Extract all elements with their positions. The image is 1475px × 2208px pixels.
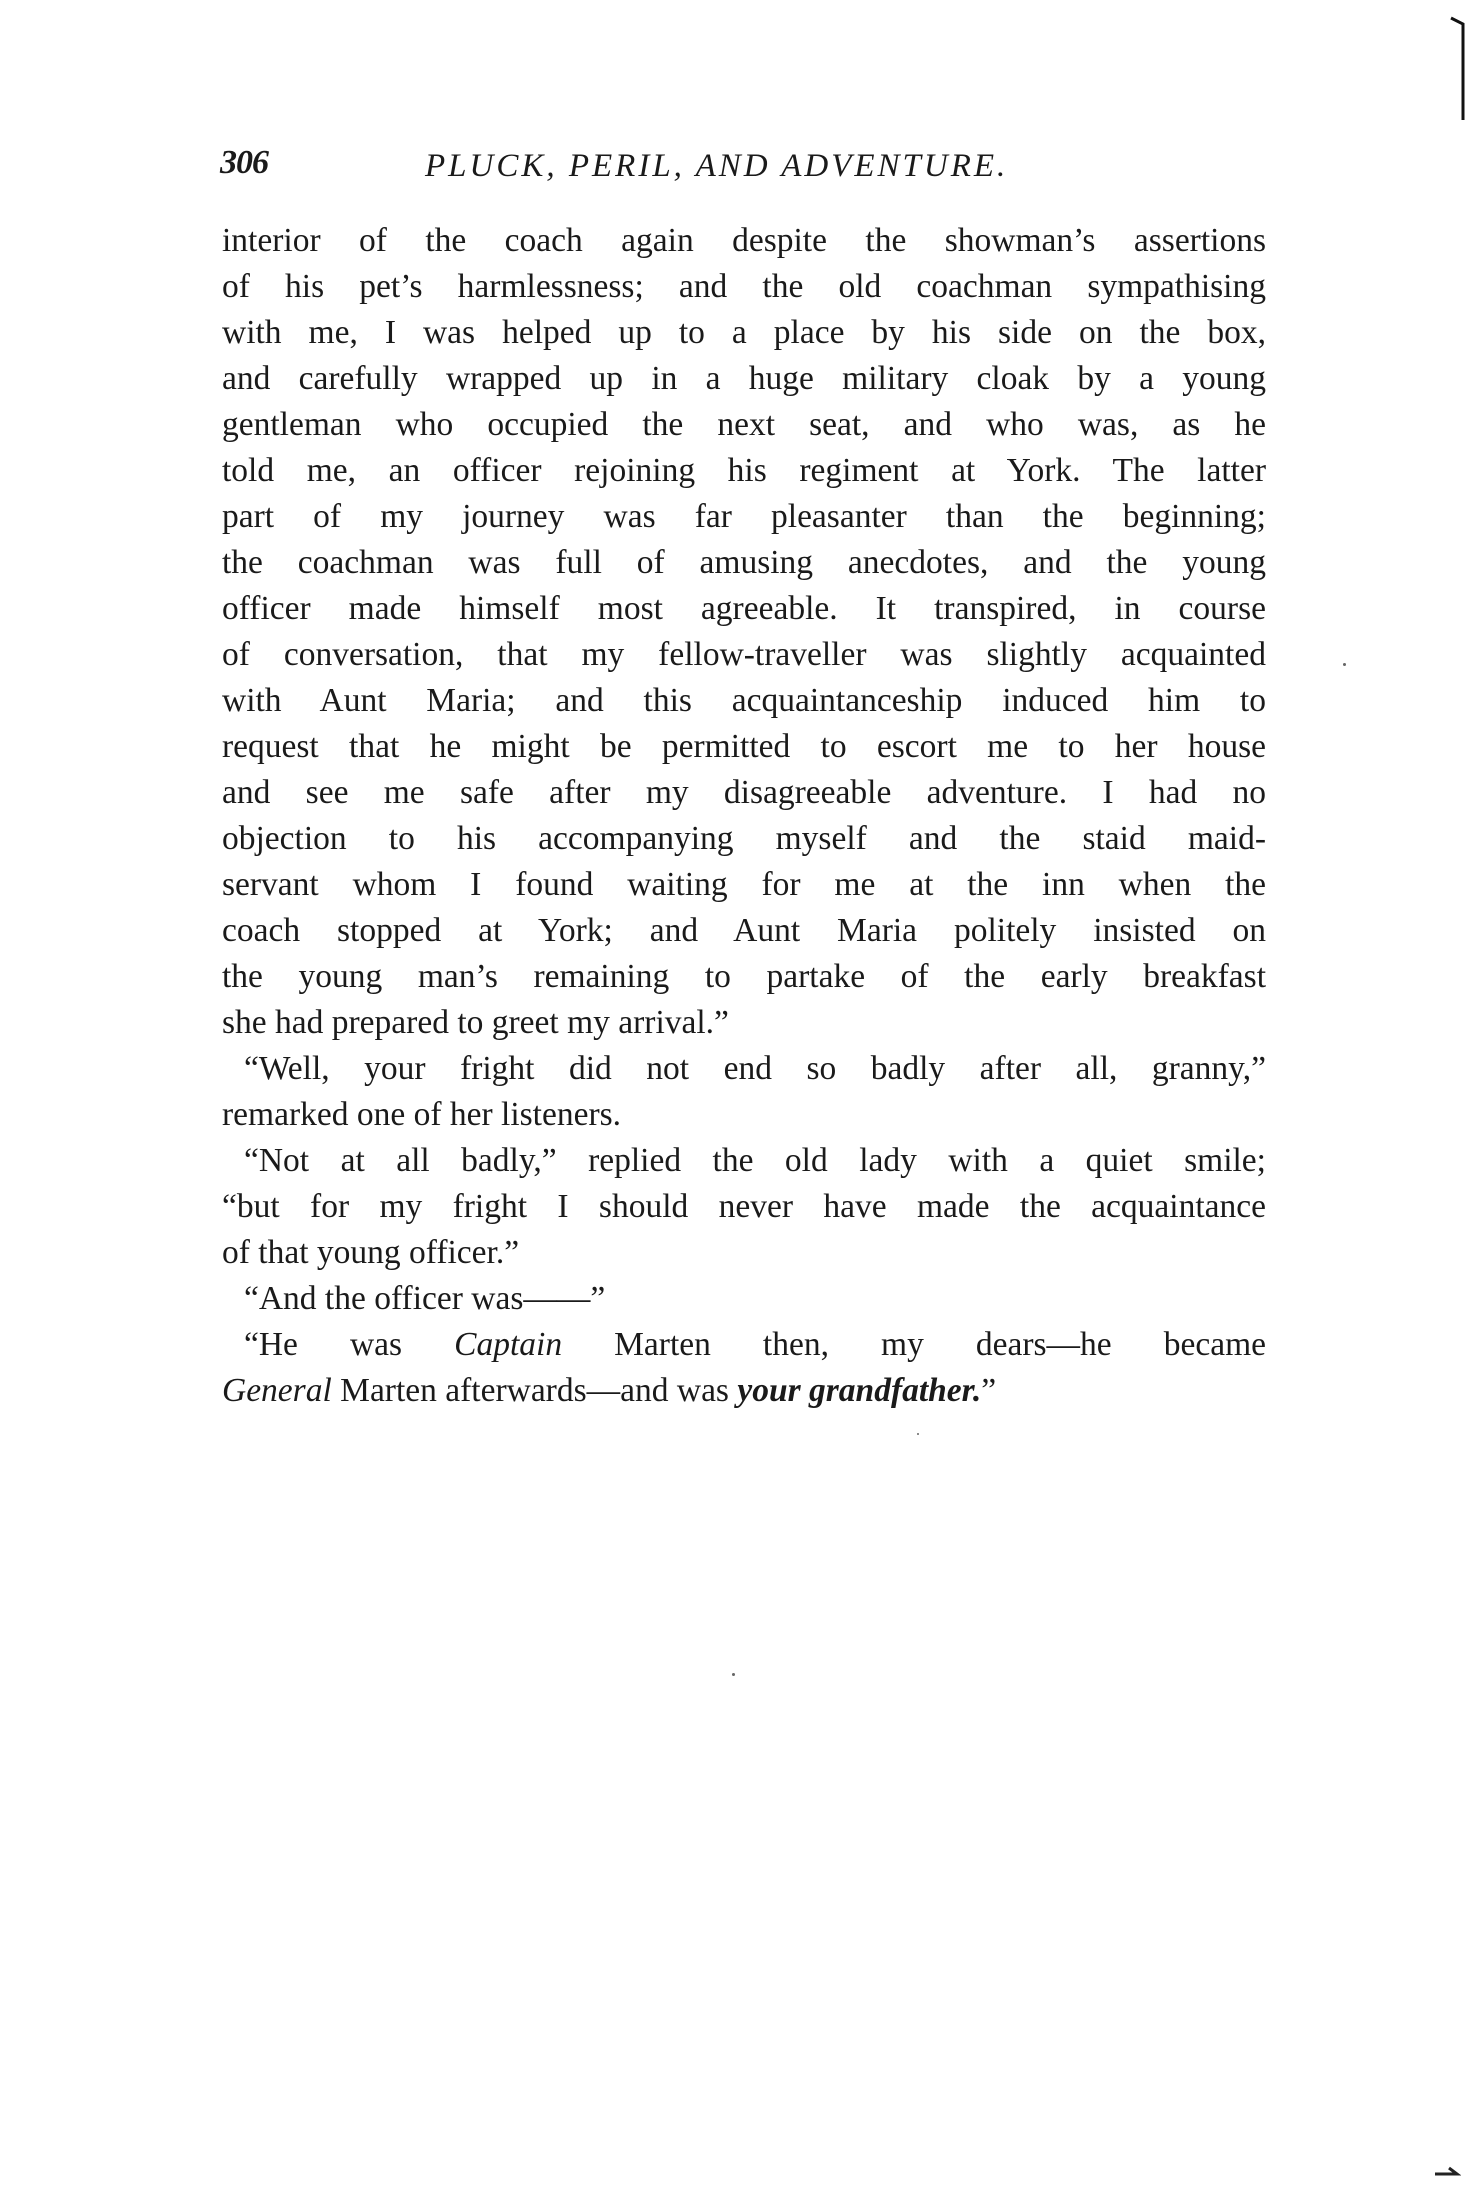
paper-speck bbox=[1343, 663, 1346, 666]
text-run: Marten then, my dears—he became bbox=[562, 1326, 1266, 1363]
text-line: officer made himself most agreeable. It transpired, in course bbox=[222, 590, 1266, 627]
text-line: “Not at all badly,” replied the old lady with a quiet smile; bbox=[244, 1142, 1266, 1179]
text-line: interior of the coach again despite the showman’s assertions bbox=[222, 222, 1266, 259]
italic-captain: Captain bbox=[454, 1326, 563, 1363]
text-line: coach stopped at York; and Aunt Maria politely insisted on bbox=[222, 912, 1266, 949]
body-text bbox=[222, 218, 1266, 1414]
paper-speck bbox=[732, 1673, 735, 1676]
text-run: Marten afterwards—and was bbox=[331, 1372, 738, 1409]
text-line: remarked one of her listeners. bbox=[222, 1096, 622, 1133]
text-line: gentleman who occupied the next seat, and who was, as he bbox=[222, 406, 1266, 443]
text-line: “Well, your fright did not end so badly after all, granny,” bbox=[244, 1050, 1266, 1087]
text-line: the young man’s remaining to partake of the early breakfast bbox=[222, 958, 1266, 995]
running-title: PLUCK, PERIL, AND ADVENTURE. bbox=[425, 148, 1009, 184]
page-header bbox=[200, 140, 1080, 190]
text-line: “And the officer was——” bbox=[244, 1280, 606, 1317]
emphasis-grandfather: your grandfather. bbox=[737, 1372, 982, 1409]
text-line: servant whom I found waiting for me at the inn when the bbox=[222, 866, 1266, 903]
text-line: part of my journey was far pleasanter than the beginning; bbox=[222, 498, 1266, 535]
text-line-captain bbox=[222, 1322, 1266, 1368]
text-line-general bbox=[222, 1368, 1266, 1414]
scan-corner-mark bbox=[1435, 2164, 1461, 2178]
text-line: of his pet’s harmlessness; and the old coachman sympathising bbox=[222, 268, 1266, 305]
text-run: “He was bbox=[244, 1326, 455, 1363]
text-line: and see me safe after my disagreeable adventure. I had no bbox=[222, 774, 1266, 811]
closing-quote: ” bbox=[981, 1372, 997, 1409]
italic-general: General bbox=[222, 1372, 332, 1409]
page-number: 306 bbox=[220, 144, 268, 181]
text-line: the coachman was full of amusing anecdotes, and the young bbox=[222, 544, 1266, 581]
text-line: she had prepared to greet my arrival.” bbox=[222, 1004, 729, 1041]
text-line: and carefully wrapped up in a huge military cloak by a young bbox=[222, 360, 1266, 397]
text-line: told me, an officer rejoining his regiment at York. The latter bbox=[222, 452, 1266, 489]
text-line: objection to his accompanying myself and the staid maid- bbox=[222, 820, 1266, 857]
text-line: with me, I was helped up to a place by his side on the box, bbox=[222, 314, 1266, 351]
text-line: with Aunt Maria; and this acquaintanceship induced him to bbox=[222, 682, 1266, 719]
scan-margin-mark bbox=[1449, 14, 1469, 124]
paper-speck bbox=[917, 1433, 919, 1435]
text-line: request that he might be permitted to escort me to her house bbox=[222, 728, 1266, 765]
text-line: “but for my fright I should never have made the acquaintance bbox=[222, 1188, 1266, 1225]
text-line: of conversation, that my fellow-traveller was slightly acquainted bbox=[222, 636, 1266, 673]
text-line: of that young officer.” bbox=[222, 1234, 520, 1271]
